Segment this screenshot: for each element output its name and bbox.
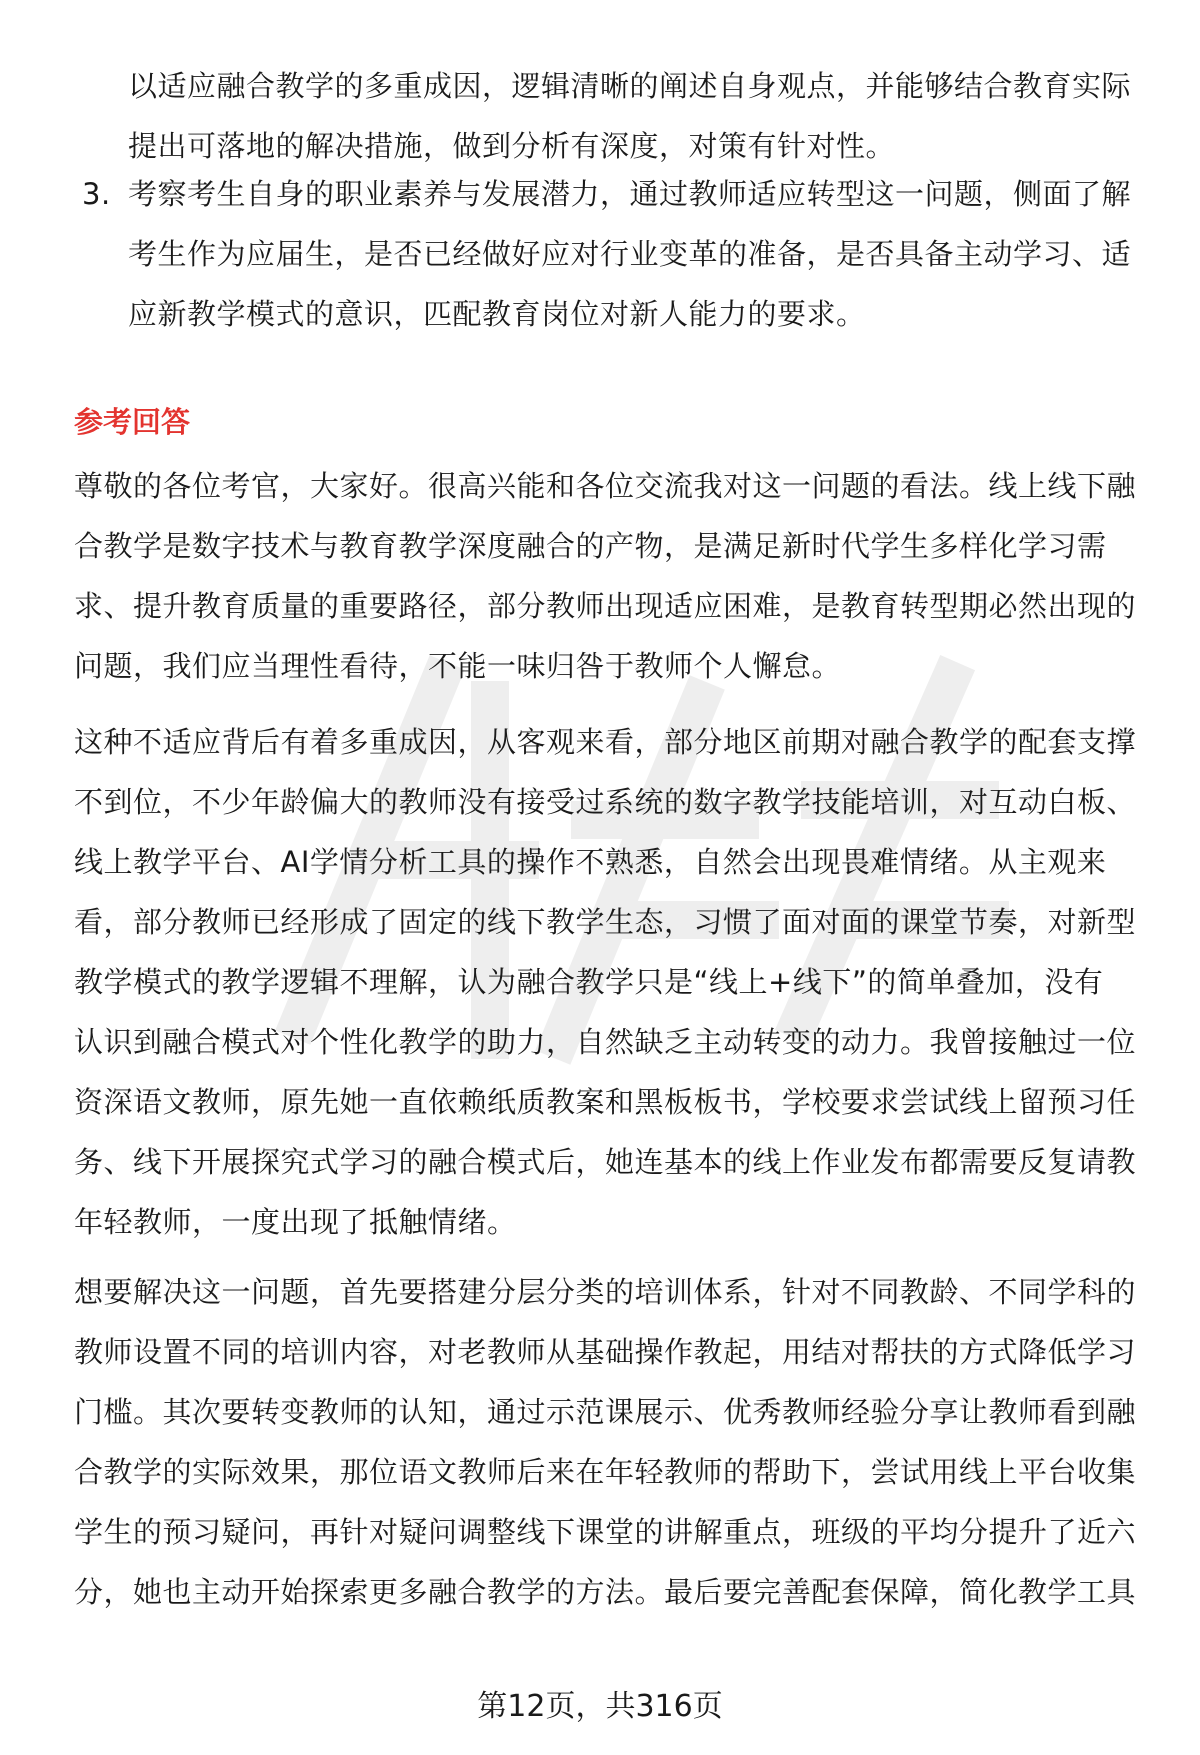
list-item-number: 3. <box>82 177 111 211</box>
paragraph-1: 尊敬的各位考官，大家好。很高兴能和各位交流我对这一问题的看法。线上线下融 合教学是数字技术与教育教学深度融合的产物，是满足新时代学生多样化学习需 求、提升教育质量的重要路径，部分教师出现适应困难，是教育转型期必然出现的 问题，我们应当理性看待，不能一味归咎于教师个人懈怠。 <box>74 469 1137 683</box>
list-item-text: 考察考生自身的职业素养与发展潜力，通过教师适应转型这一问题，侧面了解 考生作为应届生，是否已经做好应对行业变革的准备，是否具备主动学习、适 应新教学模式的意识，匹配教育岗位对新人能力的要求。 <box>128 177 1132 331</box>
section-heading: 参考回答 <box>74 405 191 439</box>
paragraph-3: 想要解决这一问题，首先要搭建分层分类的培训体系，针对不同教龄、不同学科的 教师设置不同的培训内容，对老教师从基础操作教起，用结对帮扶的方式降低学习 门槛。其次要转变教师的认知，通过示范课展示、优秀教师经验分享让教师看到融 合教学的实际效果，那位语文教师后来在年轻教师的帮助下，尝试用线上平台收集 学生的预习疑问，再针对疑问调整线下课堂的讲解重点，班级的平均分提升了近六 分，她也主动开始探索更多融合教学的方法。最后要完善配套保障，简化教学工具 <box>74 1275 1137 1609</box>
list-continuation-text: 以适应融合教学的多重成因，逻辑清晰的阐述自身观点，并能够结合教育实际 提出可落地的解决措施，做到分析有深度，对策有针对性。 <box>128 69 1132 163</box>
paragraph-2: 这种不适应背后有着多重成因，从客观来看，部分地区前期对融合教学的配套支撑 不到位，不少年龄偏大的教师没有接受过系统的数字教学技能培训，对互动白板、 线上教学平台、AI学情分析工具的操作不熟悉，自然会出现畏难情绪。从主观来 看，部分教师已经形成了固定的线下教学生态，习惯了面对面的课堂节奏，对新型 教学模式的教学逻辑不理解，认为融合教学只是“线上+线下”的简单叠加，没有 认识到融合模式对个性化教学的助力，自然缺乏主动转变的动力。我曾接触过一位 资深语文教师，原先她一直依赖纸质教案和黑板板书，学校要求尝试线上留预习任 务、线下开展探究式学习的融合模式后，她连基本的线上作业发布都需要反复请教 年轻教师，一度出现了抵触情绪。 <box>74 725 1137 1239</box>
page-number: 第12页，共316页 <box>477 1689 723 1724</box>
